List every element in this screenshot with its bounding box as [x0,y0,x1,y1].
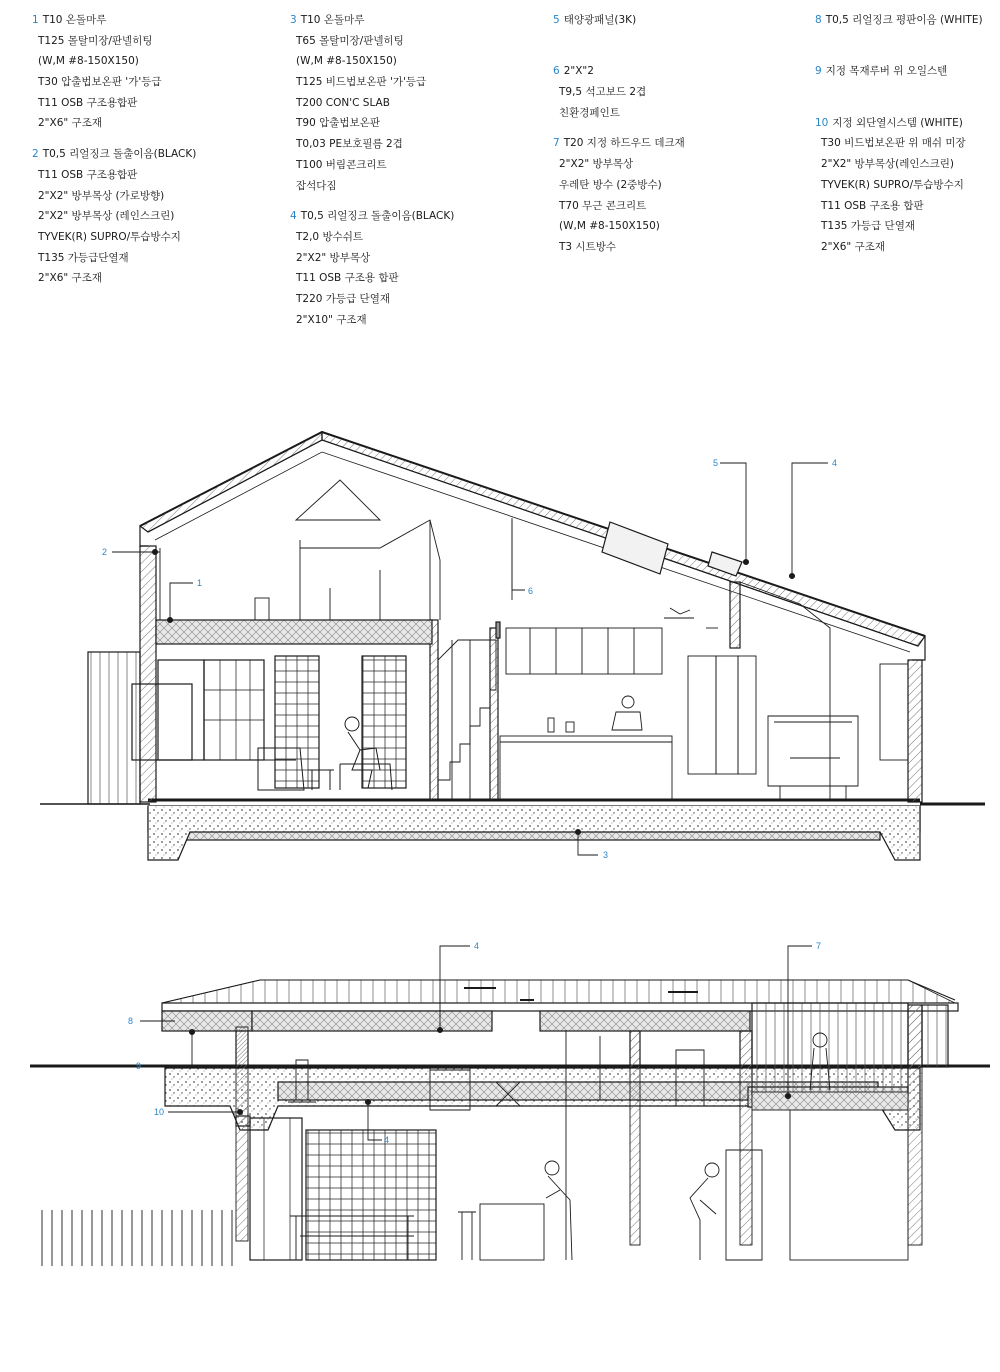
right-room-a [664,582,908,800]
legend-line: T100 버림콘크리트 [296,158,387,171]
legend-line: 2"X2" 방부목상 [296,251,371,264]
legend-number: 7 [553,137,560,150]
legend-line: 잡석다짐 [296,179,337,192]
callout-number: 4 [474,941,480,951]
callout-number: 4 [384,1135,390,1145]
legend-title: 태양광패널(3K) [563,14,637,26]
legend-line: T70 무근 콘크리트 [559,199,647,212]
legend-title: T20 지정 하드우드 데크재 [563,137,685,150]
legend-line: T11 OSB 구조용 합판 [296,272,399,285]
section-b-callout-numbers [128,941,821,1145]
legend-line: T30 비드법보온판 위 매쉬 미장 [821,137,966,150]
section-a [40,432,985,860]
legend-line: T3 시트방수 [559,240,617,253]
legend-line: T200 CON'C SLAB [296,96,390,109]
legend-number: 9 [815,65,822,78]
legend-line: 2"X2" 방부목상 [559,158,634,171]
legend-line: 우레탄 방수 (2중방수) [559,178,662,191]
legend-line: T2,0 방수쉬트 [296,230,364,243]
legend-title: 2"X"2 [563,65,594,78]
legend-title: 지정 목재루버 위 오일스텐 [825,65,948,78]
legend-number: 6 [553,65,560,78]
legend-line: T11 OSB 구조용합판 [38,96,138,109]
legend-line: T125 비드법보온판 '가'등급 [296,76,427,89]
walls-a [88,546,922,804]
callout-number: 10 [154,1107,165,1117]
callout-number: 4 [832,458,838,468]
legend-line: T30 압출법보온판 '가'등급 [38,76,162,89]
legend-title: T0,5 리얼징크 돌출이음(BLACK) [300,210,455,223]
legend-line: (W,M #8-150X150) [296,55,397,68]
callout-number: 2 [102,547,108,557]
legend-line: T65 몰탈미장/판넬히팅 [296,34,404,47]
legend-number: 3 [290,14,297,26]
callout-number: 8 [128,1016,134,1026]
fence [42,1210,232,1266]
callout-number: 1 [197,578,203,588]
section-b [30,941,990,1266]
callout-number: 5 [713,458,719,468]
callout-number: 3 [603,850,609,860]
legend-line: 2"X6" 구조재 [821,240,885,253]
legend-line: 2"X10" 구조재 [296,313,367,326]
legend-number: 2 [32,148,39,161]
legend-title: T0,5 리얼징크 돌출이음(BLACK) [42,148,197,161]
legend-line: T90 압출법보온판 [296,117,380,130]
legend-number: 8 [815,14,822,26]
legend-line: 2"X2" 방부목상 (가로방향) [38,189,165,202]
legend-line: 친환경페인트 [559,106,620,119]
legend-line: T9,5 석고보드 2겹 [559,86,647,99]
legend-title: T10 온돌마루 [42,14,107,26]
legend-title: T0,5 리얼징크 평판이음 (WHITE) [825,14,983,26]
callout-number: 7 [816,941,822,951]
callout-number: 9 [136,1061,142,1071]
legend-title: T10 온돌마루 [300,14,365,26]
legend-line: T11 OSB 구조용합판 [38,168,138,181]
legend-line: T11 OSB 구조용 합판 [821,199,924,212]
legend-number: 5 [553,14,560,26]
legend-line: (W,M #8-150X150) [38,55,139,68]
mezzanine-floor [156,620,500,644]
lattice-screens [132,656,406,788]
loft-interior [160,480,512,620]
legend-line: T125 몰탈미장/판넬히팅 [38,34,153,47]
legend-title: 지정 외단열시스템 (WHITE) [832,116,963,129]
legend-line: T0,03 PE보호필름 2겹 [296,138,403,151]
legend-number: 10 [815,116,829,129]
legend-number: 4 [290,210,297,223]
foundation-a [40,800,985,860]
legend-line: 2"X2" 방부목상 (레인스크린) [38,210,175,223]
legend-line: (W,M #8-150X150) [559,220,660,233]
legend-line: 2"X6" 구조재 [38,117,102,130]
callout-number: 6 [528,586,534,596]
legend-number: 1 [32,14,39,26]
legend-line: 2"X2" 방부목상(레인스크린) [821,158,955,171]
legend-line: TYVEK(R) SUPRO/투습방수지 [38,230,181,243]
staircase [438,640,496,800]
kitchen-a [500,628,672,800]
legend-line: T135 가등급 단열재 [821,220,915,233]
legend-line: T220 가등급 단열재 [296,292,390,305]
legend-line: 2"X6" 구조재 [38,272,102,285]
solar-panels [602,522,742,576]
legend-line: T135 가등급단열재 [38,251,129,264]
legend-line: TYVEK(R) SUPRO/투습방수지 [821,178,964,191]
